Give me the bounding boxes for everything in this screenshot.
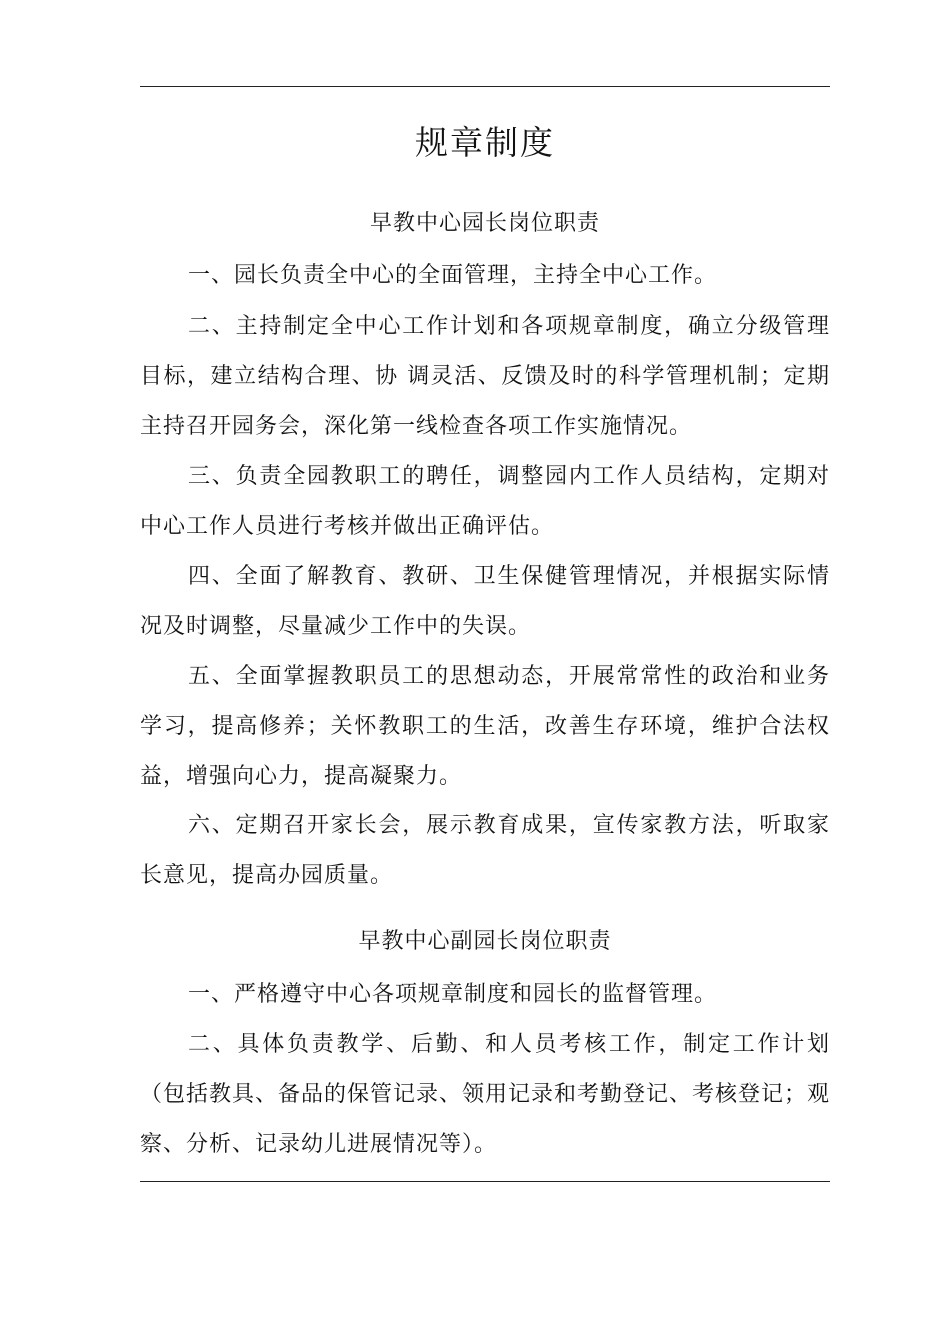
paragraph-director-5: 五、全面掌握教职员工的思想动态，开展常常性的政治和业务学习，提高修养；关怀教职工的生活，改善生存环境，维护合法权益，增强向心力，提高凝聚力。	[140, 664, 830, 789]
paragraph-deputy-2: 二、具体负责教学、后勤、和人员考核工作，制定工作计划（包括教具、备品的保管记录、领用记录和考勤登记、考核登记；观察、分析、记录幼儿进展情况等）。	[140, 1032, 831, 1157]
paragraph-director-1: 一、园长负责全中心的全面管理，主持全中心工作。	[188, 263, 718, 288]
section-heading-director: 早教中心园长岗位职责	[369, 211, 600, 236]
paragraph-director-3: 三、负责全园教职工的聘任，调整园内工作人员结构，定期对中心工作人员进行考核并做出正确评估。	[140, 464, 830, 539]
paragraph-director-4: 四、全面了解教育、教研、卫生保健管理情况，并根据实际情况及时调整，尽量减少工作中的失误。	[140, 564, 830, 639]
section-heading-deputy-director: 早教中心副园长岗位职责	[358, 929, 612, 954]
paragraph-director-6: 六、定期召开家长会，展示教育成果，宣传家教方法，听取家长意见，提高办园质量。	[140, 813, 830, 888]
paragraph-deputy-1: 一、严格遵守中心各项规章制度和园长的监督管理。	[188, 982, 718, 1007]
header-rule	[140, 86, 830, 87]
paragraph-director-2: 二、主持制定全中心工作计划和各项规章制度，确立分级管理目标，建立结构合理、协 调灵活、反馈及时的科学管理机制；定期主持召开园务会，深化第一线检查各项工作实施情况。	[140, 314, 830, 439]
document-title: 规章制度	[415, 123, 555, 162]
footer-rule	[140, 1181, 830, 1182]
